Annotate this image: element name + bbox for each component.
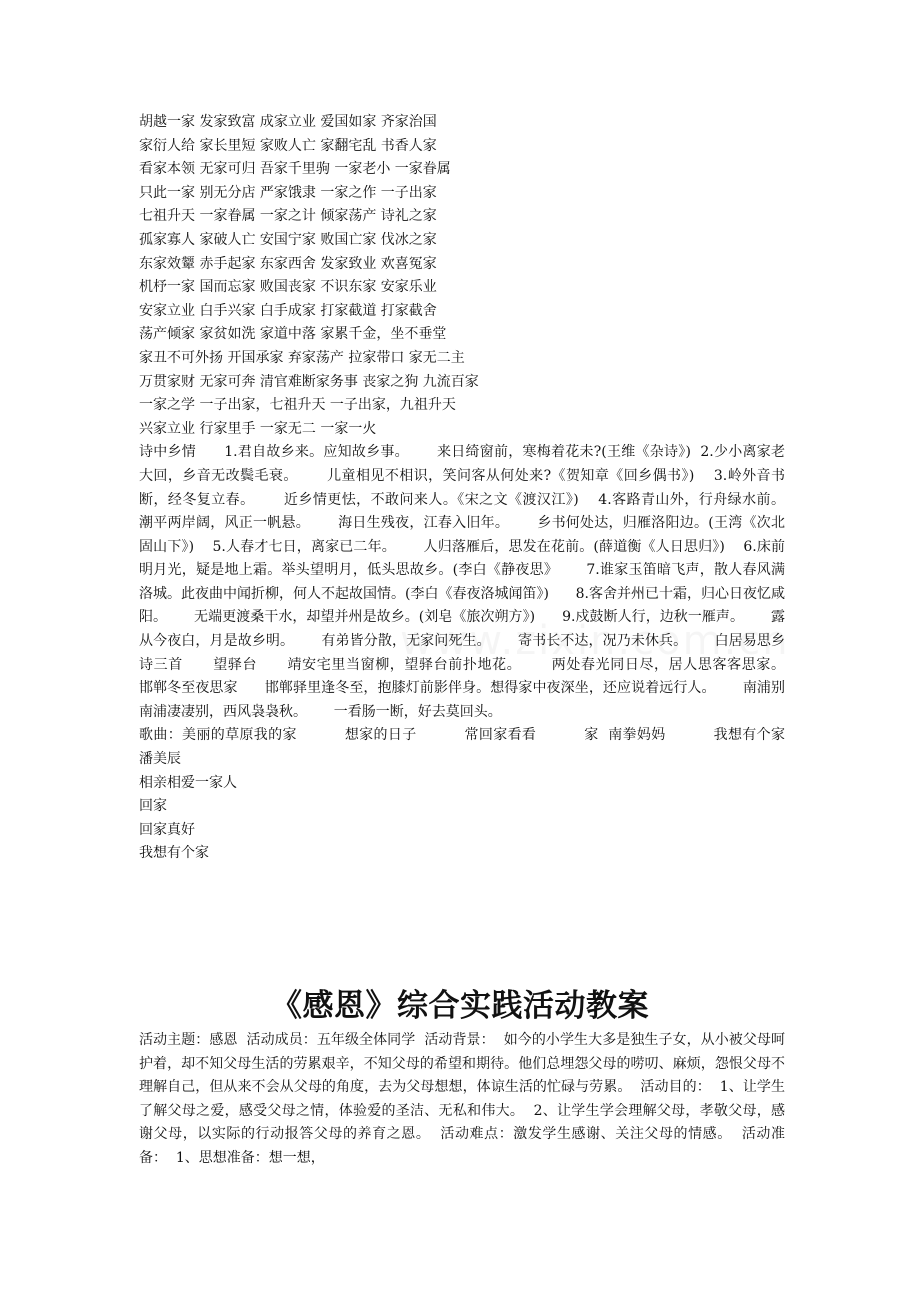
poem-paragraph: 诗中乡情 1.君自故乡来。应知故乡事。 来日绮窗前，寒梅着花未?(王维《杂诗》) 2.少小离家老大回，乡音无改鬓毛衰。 儿童相见不相识，笑问客从何处来?《贺知章《回乡偶书》) 3.岭外音书断，经冬复立春。 近乡情更怯，不敢问来人。《宋之文《渡汉江》) 4.客路青山外，行舟绿水前。 潮平两岸阔，风正一帆悬。 海日生残夜，江春入旧年。 乡书何处达，归雁洛阳边。(王湾《次北固山下》) 5.人春才七日，离家已二年。 人归落雁后，思发在花前。(薛道衡《人日思归》) 6.床前明月光，疑是地上霜。举头望明月，低头思故乡。(李白《静夜思》 7.谁家玉笛暗飞声，散人春风满洛城。此夜曲中闻折柳，何人不起故国情。(李白《春夜洛城闻笛》) 8.客舍并州已十霜，归心日夜忆咸阳。 无端更渡桑干水，却望并州是故乡。(刘皂《旅次朔方》) 9.戍鼓断人行，边秋一雁声。 露从今夜白，月是故乡明。 有弟皆分散，无家问死生。 寄书长不达，况乃未休兵。 白居易思乡诗三首 望驿台 靖安宅里当窗柳，望驿台前扑地花。 两处春光同日尽，居人思客客思家。 邯郸冬至夜思家 邯郸驿里逢冬至，抱膝灯前影伴身。想得家中夜深坐，还应说着远行人。 南浦别 南浦凄凄别，西风袅袅秋。 一看肠一断，好去莫回头。: [139, 444, 812, 720]
idiom-line: 一家之学 一子出家，七祖升天 一子出家，九祖升天: [139, 397, 456, 414]
song-line: 回家真好: [139, 821, 195, 838]
idiom-line: 万贯家财 无家可奔 清官难断家务事 丧家之狗 九流百家: [139, 373, 479, 390]
idiom-line: 荡产倾家 家贫如洗 家道中落 家累千金，坐不垂堂: [139, 326, 447, 343]
song-line: 相亲相爱一家人: [139, 774, 237, 791]
idiom-line: 孤家寡人 家破人亡 安国宁家 败国亡家 伐冰之家: [139, 231, 437, 248]
idiom-line: 家衍人给 家长里短 家败人亡 家翻宅乱 书香人家: [139, 137, 437, 154]
idiom-line: 家丑不可外扬 开国承家 弃家荡产 拉家带口 家无二主: [139, 349, 465, 366]
idiom-line: 胡越一家 发家致富 成家立业 爱国如家 齐家治国: [139, 114, 437, 130]
song-line: 回家: [139, 798, 167, 815]
idiom-line: 兴家立业 行家里手 一家无二 一家一火: [139, 420, 377, 437]
idiom-line: 看家本领 无家可归 吾家千里驹 一家老小 一家眷属: [139, 161, 451, 178]
idiom-line: 机杼一家 国而忘家 败国丧家 不识东家 安家乐业: [139, 279, 437, 296]
lesson-paragraph: 活动主题：感恩 活动成员：五年级全体同学 活动背景： 如今的小学生大多是独生子女，从小被父母呵护着，却不知父母生活的劳累艰辛，不知父母的希望和期待。他们总埋怨父母的唠叨、麻烦，怨恨父母不理解自己，但从来不会从父母的角度，去为父母想想，体谅生活的忙碌与劳累。 活动目的： 1、让学生了解父母之爱，感受父母之情，体验爱的圣洁、无私和伟大。 2、让学生学会理解父母，孝敬父母，感谢父母，以实际的行动报答父母的养育之恩。 活动难点：激发学生感谢、关注父母的情感。 活动准备： 1、思想准备：想一想，: [139, 1032, 785, 1166]
lesson-title: 《感恩》综合实践活动教案: [271, 988, 649, 1024]
song-line: 我想有个家: [139, 845, 209, 862]
idiom-line: 东家效颦 赤手起家 东家西舍 发家致业 欢喜冤家: [139, 255, 437, 272]
idiom-line: 七祖升天 一家眷属 一家之计 倾家荡产 诗礼之家: [139, 208, 437, 225]
songs-paragraph: 歌曲：美丽的草原我的家 想家的日子 常回家看看 家 南拳妈妈 我想有个家 潘美辰: [139, 727, 803, 768]
idiom-line: 只此一家 别无分店 严家饿隶 一家之作 一子出家: [139, 184, 437, 201]
document-body: [139, 111, 812, 866]
idiom-line: 安家立业 白手兴家 白手成家 打家截道 打家截舍: [139, 302, 437, 319]
